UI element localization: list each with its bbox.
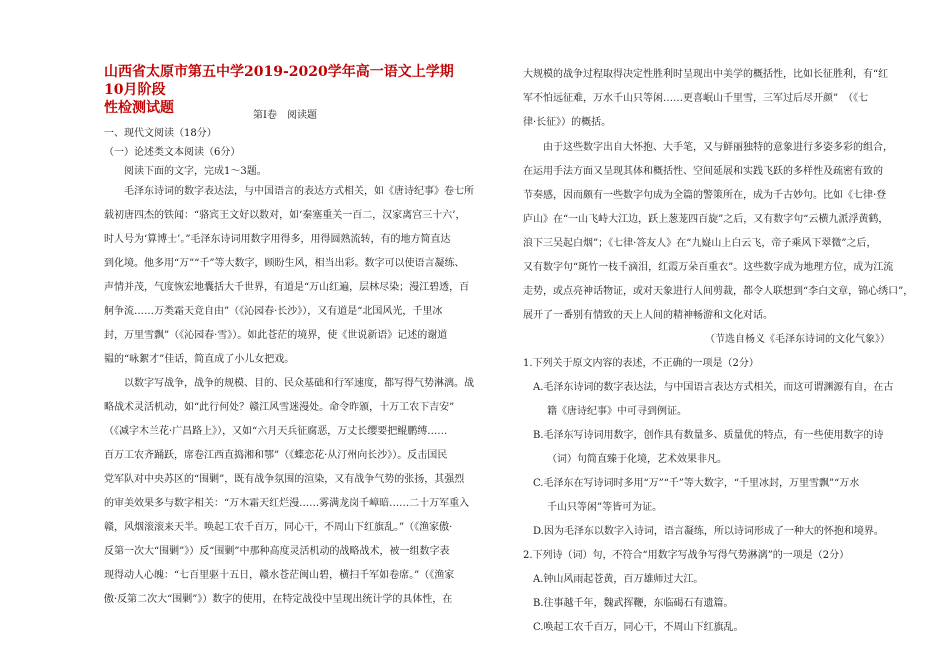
right-text-line: 节奏感，因而颇有一些数字句成为全篇的警策所在，成为千古妙句。比如《七律·登 bbox=[523, 190, 887, 201]
question-2-option: B.往事越千年，魏武挥鞭，东临碣石有遗篇。 bbox=[533, 598, 734, 609]
right-text-line: 走势，或点亮神话物证，或对天象进行人间剪裁，都令人联想到“李白文章，锦心绣口”， bbox=[523, 286, 914, 297]
title-line-1: 山西省太原市第五中学2019-2020学年高一语文上学期10月阶段 bbox=[104, 64, 454, 98]
right-text-line: 又有数字句“斑竹一枝千滴泪，红霞万朵百重衣”。这些数字成为地理方位，成为江流 bbox=[523, 262, 894, 273]
volume-heading: 第Ⅰ卷 阅读题 bbox=[253, 110, 317, 121]
right-text-line: 在运用手法方面又呈现其体和概括性、空间延展和实践飞跃的多样性及疏密有致的 bbox=[523, 166, 883, 177]
question-1-option: D.因为毛泽东以数字入诗词，语言凝练，所以诗词形成了一种大的怀抱和境界。 bbox=[533, 526, 884, 537]
left-text-line: 反第一次大“围剿”》）反“围剿”中那种高度灵活机动的战略战术，被一组数字表 bbox=[104, 546, 450, 557]
instruction-text: 阅读下面的文字，完成1～3题。 bbox=[124, 166, 267, 177]
question-2: 2.下列诗（词）句，不符合“用数字写战争写得气势淋漓”的一项是（2分） bbox=[523, 550, 850, 561]
left-text-line: 百万工农齐踊跃，席卷江西直捣湘和鄂”（《蝶恋花·从汀州向长沙》）。反击国民 bbox=[104, 450, 448, 461]
title-line-2: 性检测试题 bbox=[104, 100, 174, 116]
left-text-line: 毛泽东诗词的数字表达法，与中国语言的表达方式相关，如《唐诗纪事》卷七所 bbox=[124, 186, 474, 197]
section-heading: 一、现代文阅读（18分） bbox=[104, 128, 217, 139]
question-1-option: C.毛泽东在写诗词时多用“万”“千”等大数字，“千里冰封，万里雪飘”“万水 bbox=[533, 478, 860, 489]
left-text-line: 声情并茂，气度恢宏地囊括大千世界，有道是“万山红遍，层林尽染；漫江碧透，百 bbox=[104, 282, 470, 293]
left-text-line: 的审美效果多与数字相关：“万木霜天红烂漫……雾满龙岗千嶂暗……二十万军重入 bbox=[104, 498, 470, 509]
question-2-option: C.唤起工农千百万，同心干，不周山下红旗乱。 bbox=[533, 622, 744, 633]
right-text-line: 由于这些数字出自大怀抱、大手笔，又与鲜丽独特的意象进行多姿多彩的组合， bbox=[543, 142, 893, 153]
left-text-line: 载初唐四杰的铁闻：“骆宾王文好以数对，如‘秦塞重关一百二，汉家离宫三十六’， bbox=[104, 210, 466, 221]
left-text-line: 韫的“咏絮才”佳话，简直成了小儿女把戏。 bbox=[104, 354, 295, 365]
question-1-option: 籍《唐诗纪事》中可寻到例证。 bbox=[547, 406, 687, 417]
source-citation: （节选自杨义《毛泽东诗词的文化气象》） bbox=[705, 334, 890, 345]
left-text-line: 傲·反第二次大“围剿”》）数字的使用，在特定战役中呈现出统计学的具体性，在 bbox=[104, 594, 453, 605]
question-2-option: A.钟山风雨起苍黄，百万雄师过大江。 bbox=[533, 574, 704, 585]
left-text-line: 到化境。他多用“万”“千”等大数字，顾盼生风，相当出彩。数字可以使语言凝练、 bbox=[104, 258, 465, 269]
right-text-line: 浪下三吴起白烟”；《七律·答友人》在“九嶷山上白云飞，帝子乘风下翠微”之后， bbox=[523, 238, 877, 249]
left-text-line: 以数字写战争，战争的规模、目的、民众基础和行军速度，都写得气势淋漓。战 bbox=[124, 378, 474, 389]
left-text-line: 时人号为‘算博士’。”毛泽东诗词用数字用得多，用得圆熟流转，有的地方简直达 bbox=[104, 234, 451, 245]
right-text-line: 庐山》在“一山飞峙大江边，跃上葱茏四百旋”之后，又有数字句“云横九派浮黄鹤， bbox=[523, 214, 889, 225]
left-text-line: （《减字木兰花·广昌路上》），又如“六月天兵征腐恶，万丈长缨要把鲲鹏缚…… bbox=[104, 426, 448, 437]
question-1: 1.下列关于原文内容的表述，不正确的一项是（2分） bbox=[523, 358, 759, 369]
question-1-option: 千山只等闲”等皆可为证。 bbox=[547, 502, 663, 513]
left-text-line: 现得动人心魄：“七百里驱十五日，赣水苍茫闽山碧，横扫千军如卷席。”（《渔家 bbox=[104, 570, 455, 581]
right-text-line: 展开了一番别有情致的天上人间的精神畅游和文化对话。 bbox=[523, 310, 773, 321]
question-1-option: B.毛泽东写诗词用数字，创作具有数量多、质量优的特点，有一些使用数字的诗 bbox=[533, 430, 884, 441]
left-text-line: 党军队对中央苏区的“围剿”，既有战争氛围的渲染，又有战争气势的张扬，其强烈 bbox=[104, 474, 465, 485]
left-text-line: 赣，风烟滚滚来天半。唤起工农千百万，同心干，不周山下红旗乱。”（《渔家傲· bbox=[104, 522, 453, 533]
right-text-line: 大规模的战争过程取得决定性胜利时呈现出中美学的概括性，比如长征胜利，有“红 bbox=[523, 69, 889, 80]
left-text-line: 舸争流……万类霜天竞自由”（《沁园春·长沙》），又有道是“北国风光，千里冰 bbox=[104, 306, 443, 317]
subsection-heading: （一）论述类文本阅读（6分） bbox=[104, 147, 241, 158]
question-1-option: （词）句简直臻于化境，艺术效果非凡。 bbox=[547, 454, 727, 465]
left-text-line: 封，万里雪飘”（《沁园春·雪》）。如此苍茫的境界，使《世说新语》记述的谢道 bbox=[104, 330, 448, 341]
right-text-line: 律·长征》）的概括。 bbox=[523, 117, 612, 128]
question-1-option: A.毛泽东诗词的数字表达法，与中国语言表达方式相关，而这可谓渊源有自，在古 bbox=[533, 382, 894, 393]
right-text-line: 军不怕远征难，万水千山只等闲……更喜岷山千里雪，三军过后尽开颜” （《七 bbox=[523, 93, 869, 104]
left-text-line: 略战术灵活机动，如“此行何处？赣江风雪迷漫处。命令昨颁，十万工农下吉安” bbox=[104, 402, 455, 413]
